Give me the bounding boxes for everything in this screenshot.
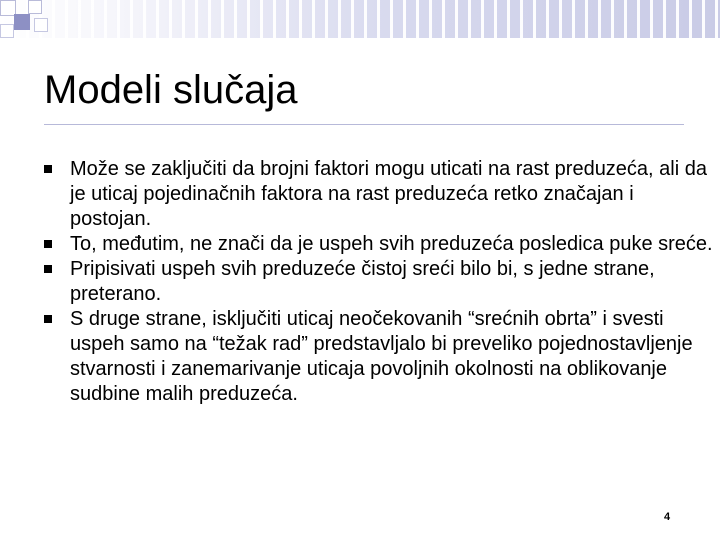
decorative-square	[34, 18, 48, 32]
bullet-text: S druge strane, isključiti uticaj neočekovanih “srećnih obrta” i svesti uspeh samo na “težak rad” predstavljalo bi preveliko pojednostavljenje stvarnosti i zanemarivanje uticaja povoljnih okolnosti na oblikovanje sudbine malih preduzeća.	[70, 308, 693, 405]
bullet-text: Može se zaključiti da brojni faktori mogu uticati na rast preduzeća, ali da je uticaj pojedinačnih faktora na rast preduzeća retko značajan i postojan.	[70, 158, 707, 230]
square-bullet-icon	[44, 315, 52, 323]
page-number: 4	[664, 511, 671, 523]
bullet-item	[44, 157, 714, 232]
bullet-item	[44, 257, 714, 307]
bullet-item	[44, 232, 714, 257]
slide-title: Modeli slučaja	[44, 68, 298, 112]
header-decoration	[0, 0, 720, 38]
square-bullet-icon	[44, 165, 52, 173]
square-bullet-icon	[44, 265, 52, 273]
bullet-list	[44, 157, 714, 407]
decorative-square	[0, 24, 14, 38]
decorative-square	[28, 0, 42, 14]
header-grid-pattern	[0, 0, 720, 38]
bullet-text: To, međutim, ne znači da je uspeh svih preduzeća posledica puke sreće.	[70, 233, 713, 255]
bullet-text: Pripisivati uspeh svih preduzeće čistoj sreći bilo bi, s jedne strane, preterano.	[70, 258, 655, 305]
bullet-item	[44, 307, 714, 407]
decorative-square	[14, 14, 30, 30]
title-divider	[44, 124, 684, 125]
square-bullet-icon	[44, 240, 52, 248]
